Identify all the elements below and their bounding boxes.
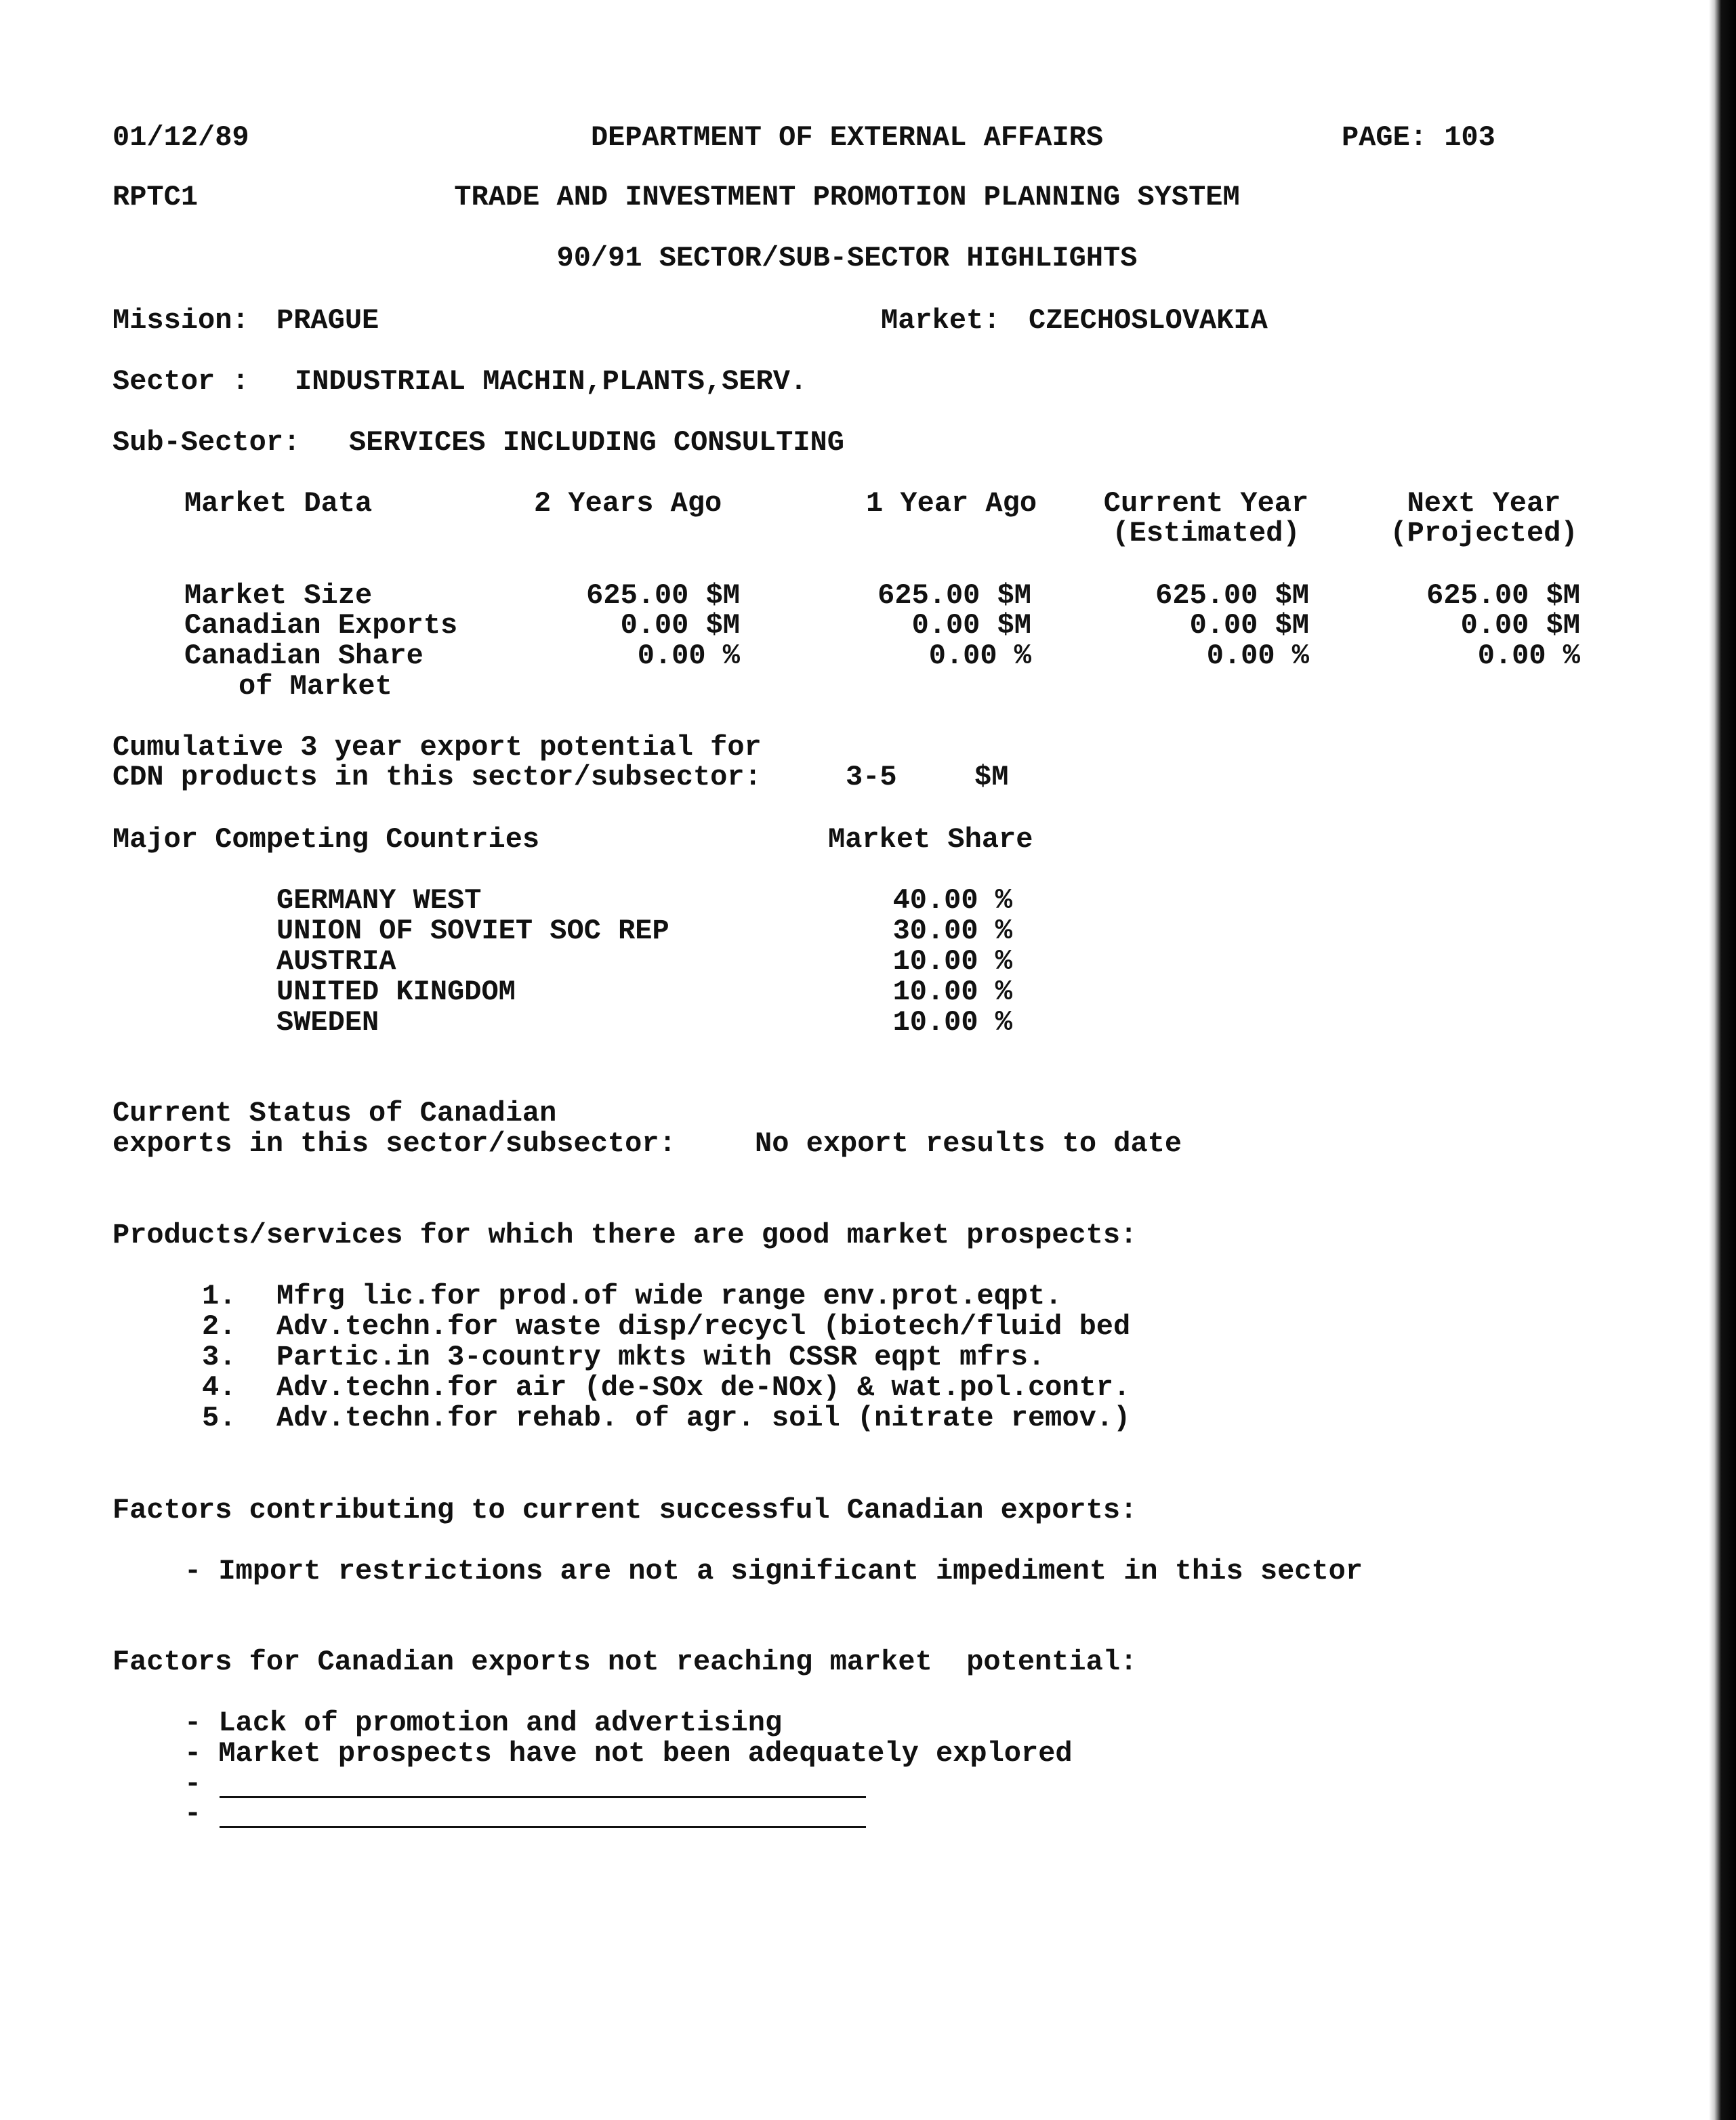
competitor-share: 10.00 % xyxy=(892,945,1012,978)
shortfall-factor-item: - Lack of promotion and advertising xyxy=(184,1707,783,1739)
row-label-canadian-share: Canadian Share xyxy=(184,640,423,672)
competitor-country: UNITED KINGDOM xyxy=(276,976,516,1008)
shortfall-factor-item: - Market prospects have not been adequately explored xyxy=(184,1737,1073,1770)
potential-value: 3-5 xyxy=(846,761,897,793)
competitor-share: 10.00 % xyxy=(892,1006,1012,1039)
prospect-text: Partic.in 3-country mkts with CSSR eqpt mfrs. xyxy=(276,1341,1046,1373)
competitor-country: GERMANY WEST xyxy=(276,884,482,917)
prospect-text: Adv.techn.for rehab. of agr. soil (nitrate remov.) xyxy=(276,1402,1131,1434)
shortfall-factors-heading: Factors for Canadian exports not reaching market potential: xyxy=(112,1646,1138,1678)
potential-line-2: CDN products in this sector/subsector: xyxy=(112,761,762,793)
table-cell: 625.00 $M xyxy=(1155,579,1309,612)
blank-dash: - xyxy=(184,1797,202,1830)
market-value: CZECHOSLOVAKIA xyxy=(1029,304,1268,337)
competitors-heading: Major Competing Countries xyxy=(112,823,540,856)
row-label-market-size: Market Size xyxy=(184,579,373,612)
department-title: DEPARTMENT OF EXTERNAL AFFAIRS xyxy=(590,121,1104,154)
sector-label: Sector : xyxy=(112,365,249,398)
table-cell: 0.00 $M xyxy=(1189,609,1309,642)
competitor-country: SWEDEN xyxy=(276,1006,379,1039)
table-cell: 625.00 $M xyxy=(586,579,740,612)
mission-value: PRAGUE xyxy=(276,304,379,337)
potential-line-1: Cumulative 3 year export potential for xyxy=(112,731,762,764)
competitor-country: AUSTRIA xyxy=(276,945,396,978)
table-header-label: Market Data xyxy=(184,487,373,520)
prospects-heading: Products/services for which there are good market prospects: xyxy=(112,1219,1138,1251)
row-label-of-market: of Market xyxy=(239,670,392,703)
report-subtitle: 90/91 SECTOR/SUB-SECTOR HIGHLIGHTS xyxy=(556,242,1138,274)
table-header-estimated: (Estimated) xyxy=(1112,517,1300,549)
prospect-text: Adv.techn.for waste disp/recycl (biotech/fluid bed xyxy=(276,1310,1131,1343)
competitor-share: 10.00 % xyxy=(892,976,1012,1008)
table-cell: 0.00 % xyxy=(1477,640,1580,672)
page-number: PAGE: 103 xyxy=(1342,121,1495,154)
table-header-1-year-ago: 1 Year Ago xyxy=(866,487,1037,520)
blank-dash: - xyxy=(184,1768,202,1800)
report-code: RPTC1 xyxy=(112,181,199,213)
blank-line xyxy=(220,1826,866,1828)
success-factors-heading: Factors contributing to current successful Canadian exports: xyxy=(112,1494,1138,1526)
table-cell: 0.00 % xyxy=(637,640,740,672)
system-title: TRADE AND INVESTMENT PROMOTION PLANNING SYSTEM xyxy=(454,181,1240,213)
table-cell: 0.00 % xyxy=(928,640,1031,672)
prospect-text: Adv.techn.for air (de-SOx de-NOx) & wat.pol.contr. xyxy=(276,1371,1131,1404)
prospect-text: Mfrg lic.for prod.of wide range env.prot.eqpt. xyxy=(276,1280,1062,1312)
table-cell: 625.00 $M xyxy=(1426,579,1580,612)
table-header-2-years-ago: 2 Years Ago xyxy=(534,487,722,520)
table-header-projected: (Projected) xyxy=(1390,517,1578,549)
table-header-next-year: Next Year xyxy=(1407,487,1561,520)
potential-unit: $M xyxy=(974,761,1009,793)
table-cell: 0.00 $M xyxy=(911,609,1031,642)
market-share-heading: Market Share xyxy=(828,823,1033,856)
status-line-1: Current Status of Canadian xyxy=(112,1097,557,1129)
prospect-number: 4. xyxy=(202,1371,236,1404)
subsector-label: Sub-Sector: xyxy=(112,426,301,459)
subsector-value: SERVICES INCLUDING CONSULTING xyxy=(349,426,844,459)
prospect-number: 3. xyxy=(202,1341,236,1373)
table-cell: 0.00 $M xyxy=(1460,609,1580,642)
status-line-2: exports in this sector/subsector: xyxy=(112,1127,676,1160)
table-header-current-year: Current Year xyxy=(1103,487,1309,520)
row-label-canadian-exports: Canadian Exports xyxy=(184,609,458,642)
success-factor-item: - Import restrictions are not a significant impediment in this sector xyxy=(184,1555,1363,1587)
sector-value: INDUSTRIAL MACHIN,PLANTS,SERV. xyxy=(295,365,808,398)
table-cell: 0.00 % xyxy=(1206,640,1309,672)
table-cell: 625.00 $M xyxy=(877,579,1031,612)
competitor-country: UNION OF SOVIET SOC REP xyxy=(276,915,669,947)
table-cell: 0.00 $M xyxy=(620,609,740,642)
scan-edge xyxy=(1709,0,1736,2120)
status-value: No export results to date xyxy=(755,1127,1182,1160)
blank-line xyxy=(220,1796,866,1798)
market-label: Market: xyxy=(881,304,1001,337)
report-date: 01/12/89 xyxy=(112,121,249,154)
competitor-share: 40.00 % xyxy=(892,884,1012,917)
competitor-share: 30.00 % xyxy=(892,915,1012,947)
prospect-number: 1. xyxy=(202,1280,236,1312)
mission-label: Mission: xyxy=(112,304,249,337)
prospect-number: 5. xyxy=(202,1402,236,1434)
prospect-number: 2. xyxy=(202,1310,236,1343)
